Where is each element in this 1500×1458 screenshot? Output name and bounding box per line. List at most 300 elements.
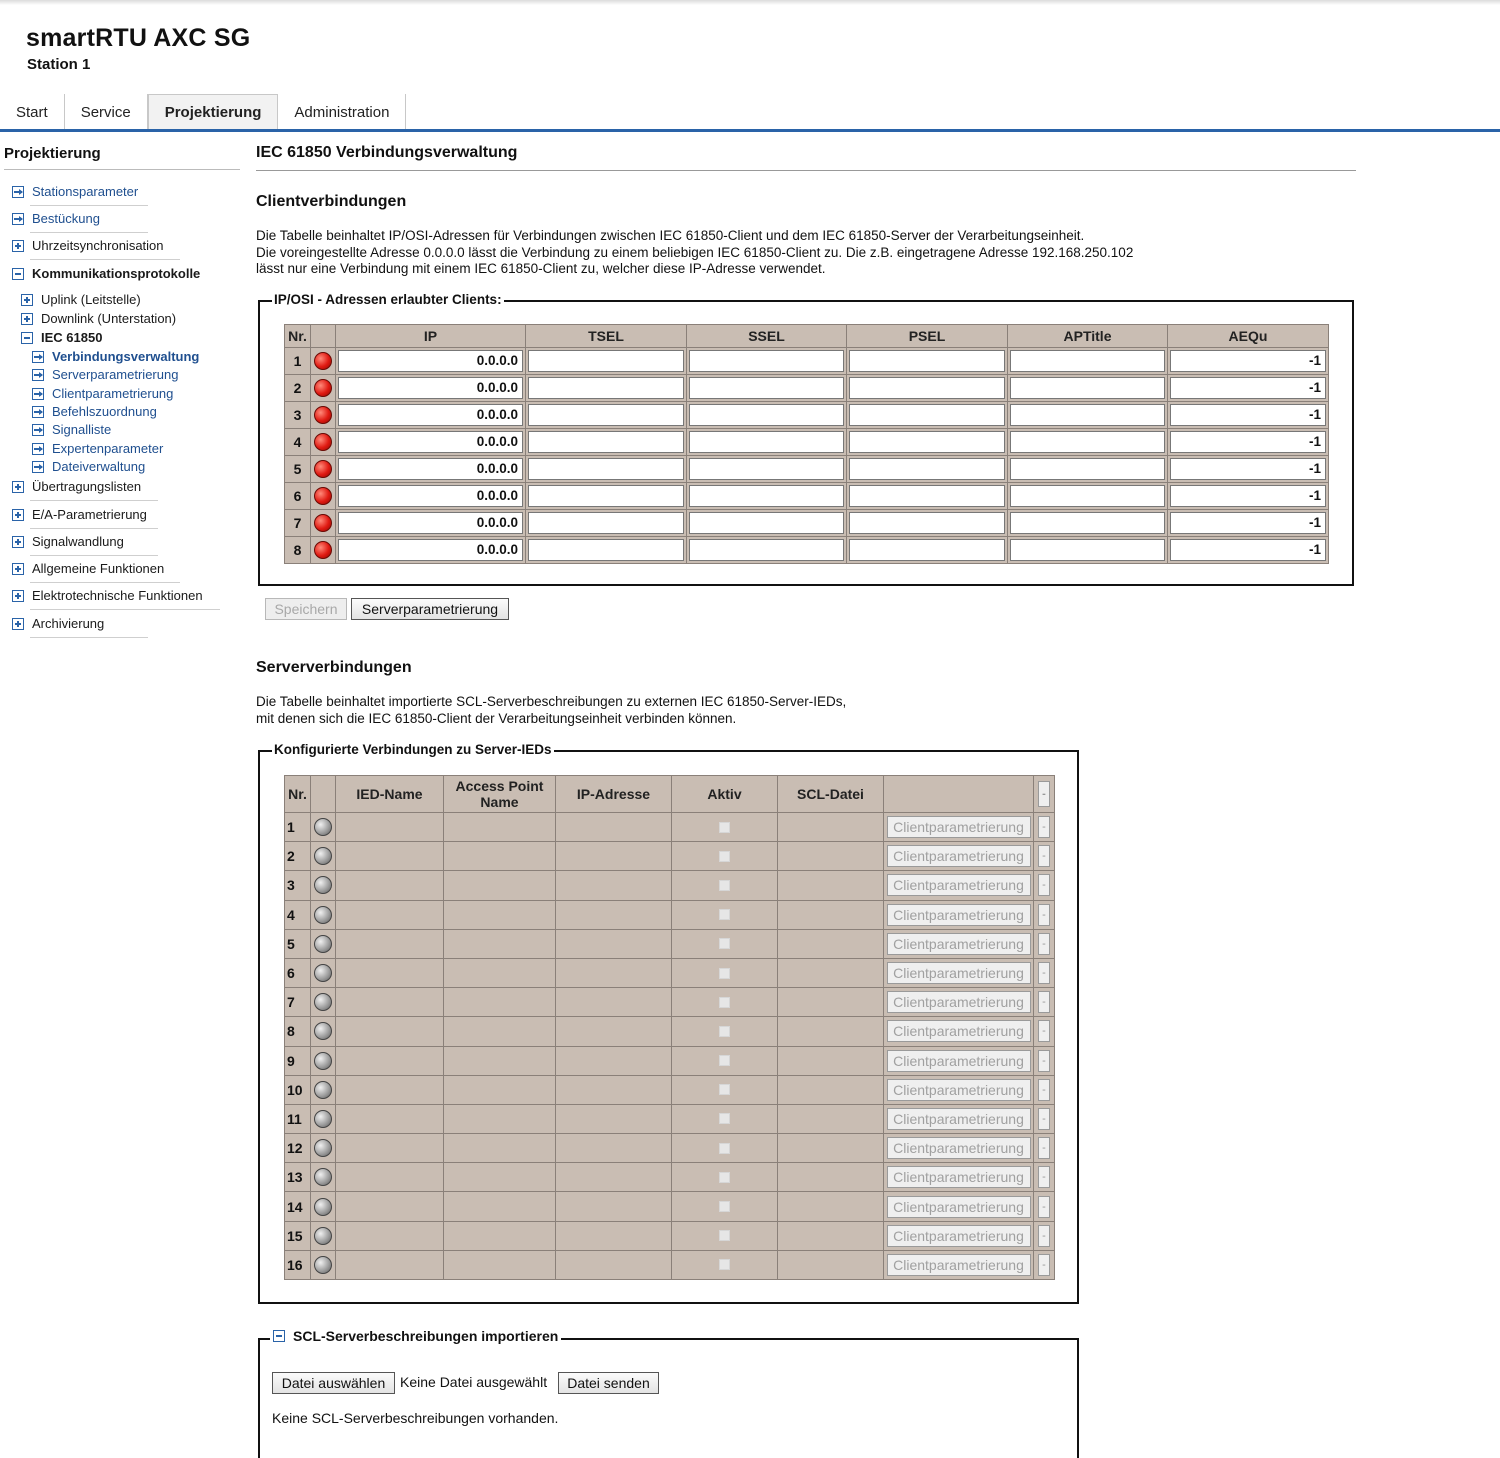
sidebar-divider bbox=[30, 609, 220, 610]
ip-adresse-cell bbox=[556, 1192, 672, 1221]
row-nr: 7 bbox=[284, 510, 311, 537]
aktiv-checkbox[interactable] bbox=[719, 909, 730, 920]
row-nr: 2 bbox=[284, 842, 311, 871]
row-nr: 7 bbox=[284, 988, 311, 1017]
ip-cell bbox=[336, 456, 526, 483]
col-scl-datei: SCL-Datei bbox=[778, 775, 884, 813]
sidebar-item-bestueckung[interactable] bbox=[12, 211, 100, 226]
aptitle-cell bbox=[1008, 429, 1168, 456]
col-aequ: AEQu bbox=[1168, 324, 1329, 348]
clientparametrierung-button[interactable]: Clientparametrierung bbox=[887, 874, 1031, 896]
row-nr: 13 bbox=[284, 1163, 311, 1192]
expand-icon bbox=[12, 509, 24, 521]
ssel-cell bbox=[687, 429, 847, 456]
ied-name-cell bbox=[336, 1105, 444, 1134]
aptitle-input[interactable] bbox=[1010, 539, 1165, 561]
col-tsel: TSEL bbox=[526, 324, 687, 348]
clientparametrierung-button[interactable]: Clientparametrierung bbox=[887, 1225, 1031, 1247]
remove-row-button[interactable]: - bbox=[1038, 845, 1050, 867]
status-cell bbox=[311, 537, 336, 564]
psel-cell bbox=[847, 429, 1008, 456]
clientparametrierung-button[interactable]: Clientparametrierung bbox=[887, 933, 1031, 955]
col-nr: Nr. bbox=[284, 324, 311, 348]
sidebar-item-downlink[interactable] bbox=[21, 311, 176, 326]
client-table-row bbox=[284, 375, 1329, 402]
no-scl-message: Keine SCL-Serverbeschreibungen vorhanden. bbox=[272, 1410, 559, 1426]
row-nr: 10 bbox=[284, 1076, 311, 1105]
sidebar-item-expertenparameter[interactable] bbox=[32, 441, 163, 456]
remove-row-button[interactable]: - bbox=[1038, 991, 1050, 1013]
aktiv-checkbox[interactable] bbox=[719, 1172, 730, 1183]
action-cell bbox=[884, 1222, 1034, 1251]
action-cell bbox=[884, 988, 1034, 1017]
remove-cell bbox=[1034, 842, 1055, 871]
remove-row-button[interactable]: - bbox=[1038, 1108, 1050, 1130]
aptitle-input[interactable] bbox=[1010, 404, 1165, 426]
aptitle-cell bbox=[1008, 483, 1168, 510]
row-nr: 4 bbox=[284, 429, 311, 456]
tab-underline bbox=[0, 129, 1500, 132]
status-cell bbox=[311, 988, 336, 1017]
access-point-cell bbox=[444, 959, 556, 988]
sidebar-item-ea-parametrierung[interactable] bbox=[12, 507, 147, 522]
col-ip: IP bbox=[336, 324, 526, 348]
scl-import-legend[interactable] bbox=[270, 1328, 561, 1344]
status-cell bbox=[311, 1047, 336, 1076]
aptitle-cell bbox=[1008, 456, 1168, 483]
sidebar-divider bbox=[30, 205, 148, 206]
row-nr: 8 bbox=[284, 1017, 311, 1046]
status-red-icon bbox=[314, 406, 332, 424]
remove-cell bbox=[1034, 1105, 1055, 1134]
choose-file-button[interactable]: Datei auswählen bbox=[272, 1372, 395, 1394]
col-access-point-name bbox=[444, 775, 556, 813]
sidebar-item-label: Dateiverwaltung bbox=[52, 459, 146, 474]
access-point-cell bbox=[444, 1105, 556, 1134]
status-grey-icon bbox=[314, 993, 332, 1011]
ip-input[interactable]: 0.0.0.0 bbox=[338, 404, 523, 426]
ip-cell bbox=[336, 483, 526, 510]
status-cell bbox=[311, 1163, 336, 1192]
clientparametrierung-button[interactable]: Clientparametrierung bbox=[887, 816, 1031, 838]
tsel-input[interactable] bbox=[528, 404, 684, 426]
ied-name-cell bbox=[336, 988, 444, 1017]
client-table-row bbox=[284, 510, 1329, 537]
aktiv-checkbox[interactable] bbox=[719, 968, 730, 979]
expand-icon bbox=[12, 563, 24, 575]
access-point-cell bbox=[444, 1192, 556, 1221]
remove-row-button[interactable]: - bbox=[1038, 1196, 1050, 1218]
sidebar-item-iec61850[interactable] bbox=[21, 330, 102, 345]
sidebar-item-signalwandlung[interactable] bbox=[12, 534, 124, 549]
status-grey-icon bbox=[314, 1168, 332, 1186]
ip-cell bbox=[336, 510, 526, 537]
expand-icon bbox=[12, 240, 24, 252]
remove-row-button[interactable]: - bbox=[1038, 816, 1050, 838]
aptitle-input[interactable] bbox=[1010, 458, 1165, 480]
page-icon bbox=[12, 213, 24, 225]
remove-row-button[interactable]: - bbox=[1038, 1166, 1050, 1188]
ied-name-cell bbox=[336, 1017, 444, 1046]
tab-start[interactable]: Start bbox=[0, 94, 65, 130]
scl-import-legend-label: SCL-Serverbeschreibungen importieren bbox=[293, 1328, 559, 1344]
col-ip-adresse: IP-Adresse bbox=[556, 775, 672, 813]
scl-datei-cell bbox=[778, 842, 884, 871]
status-red-icon bbox=[314, 487, 332, 505]
remove-row-button[interactable]: - bbox=[1038, 904, 1050, 926]
aktiv-cell bbox=[672, 1017, 778, 1046]
status-cell bbox=[311, 1222, 336, 1251]
server-table-row bbox=[284, 1047, 1055, 1076]
ip-input[interactable]: 0.0.0.0 bbox=[338, 485, 523, 507]
aequ-input[interactable]: -1 bbox=[1170, 431, 1326, 453]
remove-all-button[interactable]: - bbox=[1038, 781, 1050, 807]
sidebar-item-label: Uplink (Leitstelle) bbox=[41, 292, 141, 307]
ied-name-cell bbox=[336, 1076, 444, 1105]
client-table-row bbox=[284, 429, 1329, 456]
sidebar-item-label: Bestückung bbox=[32, 211, 100, 226]
status-cell bbox=[311, 842, 336, 871]
sidebar-item-befehlszuordnung[interactable] bbox=[32, 404, 157, 419]
status-cell bbox=[311, 871, 336, 900]
aequ-cell bbox=[1168, 510, 1329, 537]
psel-input[interactable] bbox=[849, 539, 1005, 561]
row-nr: 1 bbox=[284, 813, 311, 842]
aequ-cell bbox=[1168, 348, 1329, 375]
client-table-row bbox=[284, 537, 1329, 564]
tab-administration[interactable]: Administration bbox=[278, 94, 406, 130]
ssel-input[interactable] bbox=[689, 539, 844, 561]
status-grey-icon bbox=[314, 964, 332, 982]
psel-input[interactable] bbox=[849, 350, 1005, 372]
action-cell bbox=[884, 1105, 1034, 1134]
psel-input[interactable] bbox=[849, 512, 1005, 534]
ip-input[interactable]: 0.0.0.0 bbox=[338, 539, 523, 561]
server-table-row bbox=[284, 1192, 1055, 1221]
tsel-input[interactable] bbox=[528, 485, 684, 507]
row-nr: 5 bbox=[284, 456, 311, 483]
remove-cell bbox=[1034, 1076, 1055, 1105]
ip-adresse-cell bbox=[556, 1017, 672, 1046]
remove-cell bbox=[1034, 901, 1055, 930]
aequ-input[interactable]: -1 bbox=[1170, 404, 1326, 426]
aptitle-input[interactable] bbox=[1010, 350, 1165, 372]
aequ-input[interactable]: -1 bbox=[1170, 485, 1326, 507]
app-title: smartRTU AXC SG bbox=[26, 24, 251, 52]
scl-datei-cell bbox=[778, 1192, 884, 1221]
sidebar-item-label: IEC 61850 bbox=[41, 330, 103, 345]
ip-adresse-cell bbox=[556, 1222, 672, 1251]
ssel-input[interactable] bbox=[689, 431, 844, 453]
col-name-label: Name bbox=[480, 794, 519, 810]
ied-name-cell bbox=[336, 1222, 444, 1251]
scl-import-fieldset bbox=[258, 1338, 1079, 1458]
tsel-input[interactable] bbox=[528, 431, 684, 453]
server-desc-line-2: mit denen sich die IEC 61850-Client der Verarbeitungseinheit verbinden können. bbox=[256, 710, 737, 726]
scl-datei-cell bbox=[778, 901, 884, 930]
status-grey-icon bbox=[314, 1227, 332, 1245]
sidebar-item-uebertragungslisten[interactable] bbox=[12, 479, 141, 494]
server-table-row bbox=[284, 1251, 1055, 1280]
remove-row-button[interactable]: - bbox=[1038, 1254, 1050, 1276]
status-grey-icon bbox=[314, 1198, 332, 1216]
psel-cell bbox=[847, 348, 1008, 375]
sidebar-item-label: Downlink (Unterstation) bbox=[41, 311, 177, 326]
aequ-cell bbox=[1168, 483, 1329, 510]
aktiv-checkbox[interactable] bbox=[719, 1201, 730, 1212]
aktiv-cell bbox=[672, 1251, 778, 1280]
remove-row-button[interactable]: - bbox=[1038, 962, 1050, 984]
row-nr: 11 bbox=[284, 1105, 311, 1134]
aktiv-checkbox[interactable] bbox=[719, 851, 730, 862]
tsel-cell bbox=[526, 537, 687, 564]
aptitle-input[interactable] bbox=[1010, 512, 1165, 534]
clientparametrierung-button[interactable]: Clientparametrierung bbox=[887, 1050, 1031, 1072]
psel-input[interactable] bbox=[849, 458, 1005, 480]
aequ-input[interactable]: -1 bbox=[1170, 512, 1326, 534]
ip-input[interactable]: 0.0.0.0 bbox=[338, 458, 523, 480]
aptitle-cell bbox=[1008, 348, 1168, 375]
sidebar-item-serverparametrierung[interactable] bbox=[32, 367, 178, 382]
remove-row-button[interactable]: - bbox=[1038, 933, 1050, 955]
access-point-cell bbox=[444, 901, 556, 930]
action-cell bbox=[884, 1076, 1034, 1105]
ip-adresse-cell bbox=[556, 842, 672, 871]
ssel-input[interactable] bbox=[689, 350, 844, 372]
col-status bbox=[311, 775, 336, 813]
aktiv-cell bbox=[672, 1134, 778, 1163]
ip-adresse-cell bbox=[556, 959, 672, 988]
tsel-cell bbox=[526, 510, 687, 537]
psel-input[interactable] bbox=[849, 404, 1005, 426]
clientparametrierung-button[interactable]: Clientparametrierung bbox=[887, 845, 1031, 867]
send-file-button[interactable]: Datei senden bbox=[558, 1372, 659, 1394]
tsel-input[interactable] bbox=[528, 539, 684, 561]
tsel-input[interactable] bbox=[528, 512, 684, 534]
scl-datei-cell bbox=[778, 930, 884, 959]
server-desc-line-1: Die Tabelle beinhaltet importierte SCL-Serverbeschreibungen zu externen IEC 61850-Server-IEDs, bbox=[256, 694, 847, 709]
status-cell bbox=[311, 959, 336, 988]
clientparametrierung-button[interactable]: Clientparametrierung bbox=[887, 1079, 1031, 1101]
ssel-input[interactable] bbox=[689, 458, 844, 480]
clientparametrierung-button[interactable]: Clientparametrierung bbox=[887, 1254, 1031, 1276]
status-cell bbox=[311, 1017, 336, 1046]
sidebar-item-label: E/A-Parametrierung bbox=[32, 507, 147, 522]
server-fieldset-legend: Konfigurierte Verbindungen zu Server-IEDs bbox=[274, 742, 552, 757]
save-button[interactable]: Speichern bbox=[265, 598, 347, 620]
aktiv-checkbox[interactable] bbox=[719, 880, 730, 891]
sidebar-item-uhrzeitsynchronisation[interactable] bbox=[12, 238, 164, 253]
aktiv-cell bbox=[672, 959, 778, 988]
server-heading: Serververbindungen bbox=[256, 659, 412, 676]
ied-name-cell bbox=[336, 1047, 444, 1076]
sidebar-item-stationsparameter[interactable] bbox=[12, 184, 138, 199]
aequ-input[interactable]: -1 bbox=[1170, 539, 1326, 561]
aequ-input[interactable]: -1 bbox=[1170, 458, 1326, 480]
server-table-row bbox=[284, 988, 1055, 1017]
sidebar-item-signalliste[interactable] bbox=[32, 422, 111, 437]
sidebar-divider bbox=[30, 259, 180, 260]
remove-row-button[interactable]: - bbox=[1038, 1225, 1050, 1247]
sidebar-item-allgemeine-funktionen[interactable] bbox=[12, 561, 164, 576]
col-aktiv: Aktiv bbox=[672, 775, 778, 813]
status-red-icon bbox=[314, 379, 332, 397]
row-nr: 9 bbox=[284, 1047, 311, 1076]
col-remove bbox=[1034, 775, 1055, 813]
aktiv-checkbox[interactable] bbox=[719, 822, 730, 833]
aptitle-input[interactable] bbox=[1010, 485, 1165, 507]
aktiv-checkbox[interactable] bbox=[719, 1113, 730, 1124]
ied-name-cell bbox=[336, 1134, 444, 1163]
ip-input[interactable]: 0.0.0.0 bbox=[338, 431, 523, 453]
status-grey-icon bbox=[314, 876, 332, 894]
aptitle-cell bbox=[1008, 375, 1168, 402]
remove-cell bbox=[1034, 1222, 1055, 1251]
client-heading: Clientverbindungen bbox=[256, 193, 407, 210]
no-file-label: Keine Datei ausgewählt bbox=[400, 1374, 548, 1390]
tab-service[interactable]: Service bbox=[65, 94, 148, 130]
remove-row-button[interactable]: - bbox=[1038, 1020, 1050, 1042]
ip-input[interactable]: 0.0.0.0 bbox=[338, 377, 523, 399]
sidebar-item-label: Expertenparameter bbox=[52, 441, 164, 456]
aequ-cell bbox=[1168, 537, 1329, 564]
remove-row-button[interactable]: - bbox=[1038, 1079, 1050, 1101]
sidebar-item-elektrotechnische-funktionen[interactable] bbox=[12, 588, 203, 603]
aktiv-checkbox[interactable] bbox=[719, 1055, 730, 1066]
client-table-row bbox=[284, 483, 1329, 510]
tsel-input[interactable] bbox=[528, 377, 684, 399]
aequ-input[interactable]: -1 bbox=[1170, 350, 1326, 372]
ssel-cell bbox=[687, 375, 847, 402]
sidebar-divider bbox=[30, 637, 148, 638]
col-actions bbox=[884, 775, 1034, 813]
status-cell bbox=[311, 1076, 336, 1105]
scl-datei-cell bbox=[778, 988, 884, 1017]
remove-cell bbox=[1034, 1192, 1055, 1221]
aktiv-checkbox[interactable] bbox=[719, 1084, 730, 1095]
ip-input[interactable]: 0.0.0.0 bbox=[338, 512, 523, 534]
scl-datei-cell bbox=[778, 959, 884, 988]
aktiv-checkbox[interactable] bbox=[719, 938, 730, 949]
aktiv-checkbox[interactable] bbox=[719, 997, 730, 1008]
clientparametrierung-button[interactable]: Clientparametrierung bbox=[887, 1166, 1031, 1188]
server-table-row bbox=[284, 959, 1055, 988]
aktiv-checkbox[interactable] bbox=[719, 1259, 730, 1270]
psel-input[interactable] bbox=[849, 431, 1005, 453]
ssel-input[interactable] bbox=[689, 377, 844, 399]
psel-input[interactable] bbox=[849, 377, 1005, 399]
ip-adresse-cell bbox=[556, 871, 672, 900]
psel-cell bbox=[847, 402, 1008, 429]
tab-projektierung[interactable]: Projektierung bbox=[148, 94, 279, 130]
col-psel: PSEL bbox=[847, 324, 1008, 348]
clientparametrierung-button[interactable]: Clientparametrierung bbox=[887, 1020, 1031, 1042]
sidebar-item-label: Verbindungsverwaltung bbox=[52, 349, 200, 364]
sidebar-item-archivierung[interactable] bbox=[12, 616, 104, 631]
row-nr: 4 bbox=[284, 901, 311, 930]
expand-icon bbox=[12, 618, 24, 630]
aptitle-cell bbox=[1008, 510, 1168, 537]
page-icon bbox=[32, 461, 44, 473]
ssel-cell bbox=[687, 402, 847, 429]
ssel-input[interactable] bbox=[689, 404, 844, 426]
aktiv-cell bbox=[672, 813, 778, 842]
status-grey-icon bbox=[314, 1081, 332, 1099]
sidebar-item-label: Elektrotechnische Funktionen bbox=[32, 588, 203, 603]
psel-cell bbox=[847, 456, 1008, 483]
col-ssel: SSEL bbox=[687, 324, 847, 348]
aktiv-cell bbox=[672, 1192, 778, 1221]
ssel-input[interactable] bbox=[689, 485, 844, 507]
sidebar-title: Projektierung bbox=[4, 145, 101, 162]
access-point-cell bbox=[444, 1017, 556, 1046]
status-grey-icon bbox=[314, 1110, 332, 1128]
aktiv-checkbox[interactable] bbox=[719, 1230, 730, 1241]
ip-input[interactable]: 0.0.0.0 bbox=[338, 350, 523, 372]
ied-name-cell bbox=[336, 1251, 444, 1280]
sidebar-item-label: Clientparametrierung bbox=[52, 386, 174, 401]
remove-row-button[interactable]: - bbox=[1038, 1050, 1050, 1072]
aktiv-checkbox[interactable] bbox=[719, 1026, 730, 1037]
clientparametrierung-button[interactable]: Clientparametrierung bbox=[887, 991, 1031, 1013]
clientparametrierung-button[interactable]: Clientparametrierung bbox=[887, 1108, 1031, 1130]
psel-input[interactable] bbox=[849, 485, 1005, 507]
ssel-input[interactable] bbox=[689, 512, 844, 534]
remove-row-button[interactable]: - bbox=[1038, 1137, 1050, 1159]
tsel-input[interactable] bbox=[528, 458, 684, 480]
expand-icon bbox=[21, 294, 33, 306]
sidebar-item-uplink[interactable] bbox=[21, 292, 141, 307]
aktiv-checkbox[interactable] bbox=[719, 1143, 730, 1154]
aequ-input[interactable]: -1 bbox=[1170, 377, 1326, 399]
psel-cell bbox=[847, 375, 1008, 402]
aptitle-input[interactable] bbox=[1010, 431, 1165, 453]
tsel-input[interactable] bbox=[528, 350, 684, 372]
collapse-icon bbox=[12, 268, 24, 280]
aktiv-cell bbox=[672, 930, 778, 959]
expand-icon bbox=[12, 536, 24, 548]
scl-datei-cell bbox=[778, 1222, 884, 1251]
aptitle-input[interactable] bbox=[1010, 377, 1165, 399]
ssel-cell bbox=[687, 456, 847, 483]
ssel-cell bbox=[687, 537, 847, 564]
aptitle-cell bbox=[1008, 537, 1168, 564]
row-nr: 12 bbox=[284, 1134, 311, 1163]
clientparametrierung-button[interactable]: Clientparametrierung bbox=[887, 1137, 1031, 1159]
clientparametrierung-button[interactable]: Clientparametrierung bbox=[887, 962, 1031, 984]
aequ-cell bbox=[1168, 402, 1329, 429]
sidebar-item-kommunikationsprotokolle[interactable] bbox=[12, 266, 200, 281]
sidebar-item-dateiverwaltung[interactable] bbox=[32, 459, 145, 474]
ip-adresse-cell bbox=[556, 901, 672, 930]
status-red-icon bbox=[314, 514, 332, 532]
aktiv-cell bbox=[672, 1163, 778, 1192]
status-cell bbox=[311, 456, 336, 483]
serverparametrierung-button[interactable]: Serverparametrierung bbox=[351, 598, 509, 620]
sidebar-item-label: Serverparametrierung bbox=[52, 367, 179, 382]
tsel-cell bbox=[526, 402, 687, 429]
client-desc-line-2: Die voreingestellte Adresse 0.0.0.0 lässt die Verbindung zu einem beliebigen IEC 61850-Client zu. Die z.B. eingetragene Adresse 192.168.250.102 bbox=[256, 244, 1134, 260]
sidebar-item-clientparametrierung[interactable] bbox=[32, 386, 173, 401]
row-nr: 3 bbox=[284, 402, 311, 429]
action-cell bbox=[884, 1134, 1034, 1163]
clientparametrierung-button[interactable]: Clientparametrierung bbox=[887, 904, 1031, 926]
clientparametrierung-button[interactable]: Clientparametrierung bbox=[887, 1196, 1031, 1218]
remove-row-button[interactable]: - bbox=[1038, 874, 1050, 896]
sidebar-item-verbindungsverwaltung[interactable] bbox=[32, 349, 199, 364]
client-table bbox=[284, 324, 1329, 564]
ip-cell bbox=[336, 348, 526, 375]
